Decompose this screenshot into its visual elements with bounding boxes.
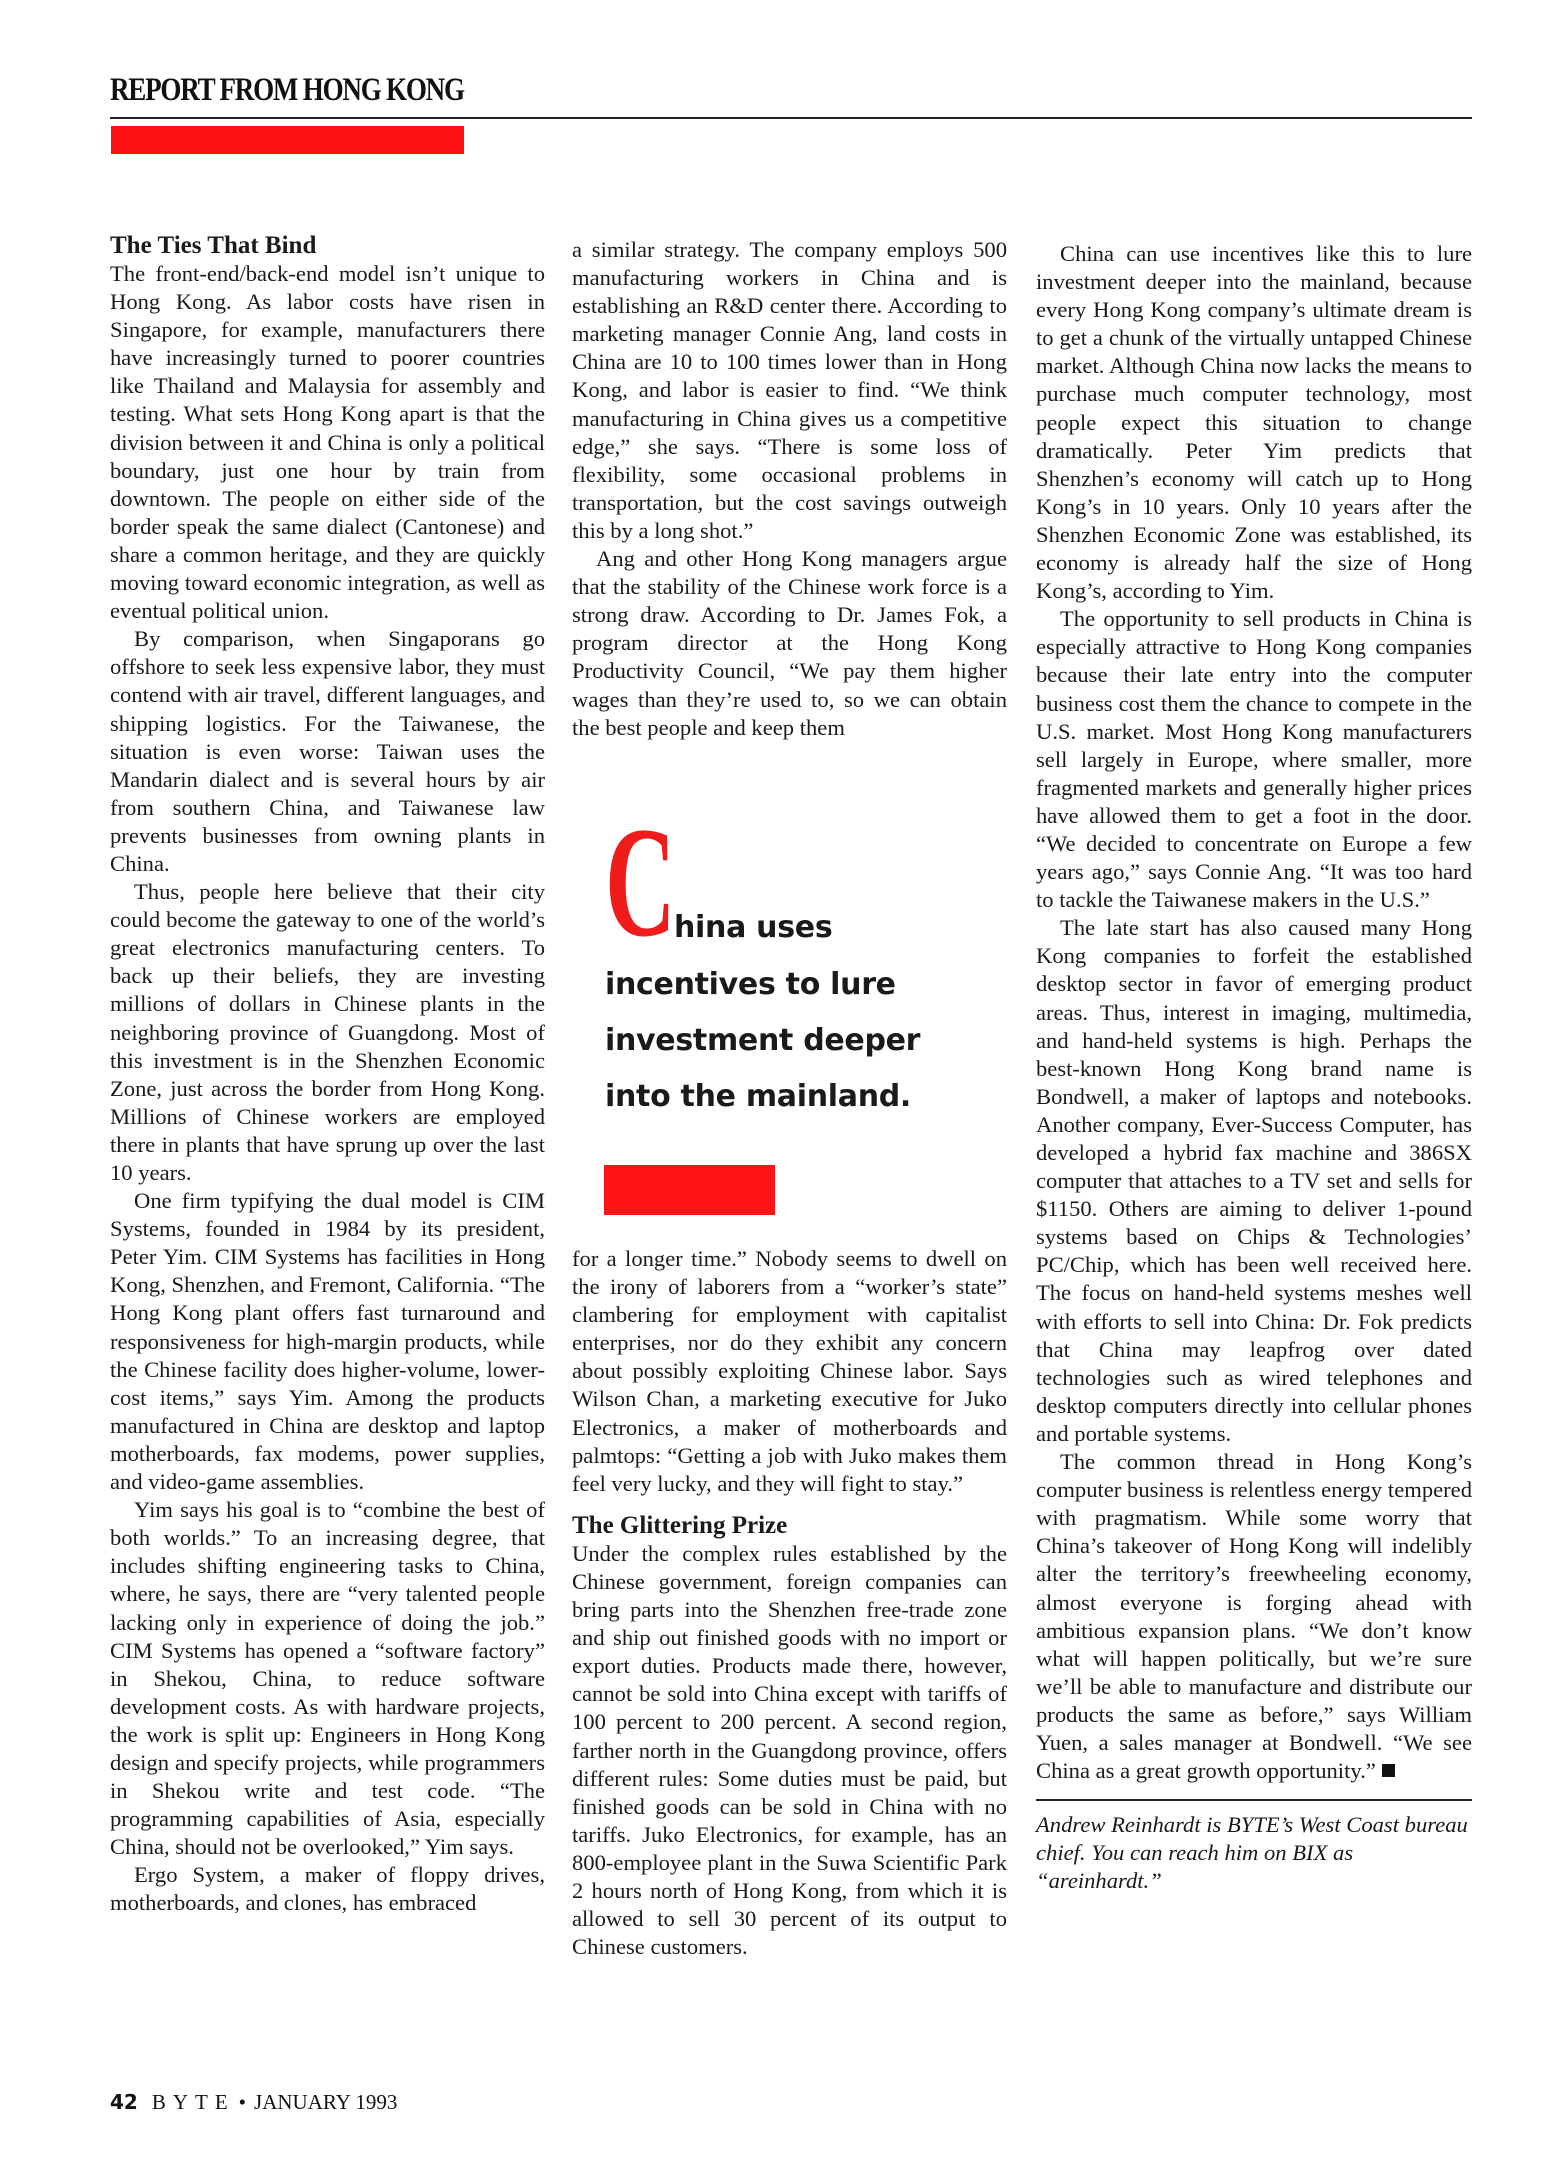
page-footer bbox=[110, 2090, 397, 2115]
paragraph: Ergo System, a maker of floppy drives, motherboards, and clones, has embraced bbox=[110, 1862, 545, 1916]
column-1 bbox=[110, 232, 545, 1918]
bio-divider bbox=[1036, 1799, 1472, 1801]
paragraph: Yim says his goal is to “combine the best of both worlds.” To an increasing degree, that includes shifting engineering tasks to China, where, he says, there are “very talented people lacking only in experience of doing the job.” CIM Systems has opened a “software factory” in Shekou, China, to reduce software development costs. As with hardware projects, the work is split up: Engineers in Hong Kong design and specify projects, while programmers in Shekou write and test code. “The programming capabilities of Asia, especially China, should not be overlooked,” Yim says. bbox=[110, 1497, 545, 1860]
pull-quote-line: incentives to lure bbox=[605, 967, 896, 1002]
magazine-name: BYTE bbox=[151, 2090, 235, 2114]
paragraph: The late start has also caused many Hong Kong companies to forfeit the established desktop sector in favor of emerging product areas. Thus, interest in imaging, multimedia, and hand-held systems is high. Perhaps the best-known Hong Kong brand name is Bondwell, a maker of laptops and notebooks. Another company, Ever-Success Computer, has developed a hybrid fax machine and 386SX computer that attaches to a TV set and sells for $1150. Others are aiming to deliver 1-pound systems based on Chips & Technologies’ PC/Chip, which has been well received here. The focus on hand-held systems meshes well with efforts to sell into China: Dr. Fok predicts that China may leapfrog over dated technologies such as wired telephones and desktop computers directly into cellular phones and portable systems. bbox=[1036, 915, 1472, 1446]
paragraph: Ang and other Hong Kong managers argue that the stability of the Chinese work force is a strong draw. According to Dr. James Fok, a program director at the Hong Kong Productivity Council, “We pay them higher wages than they’re used to, so we can obtain the best people and keep them bbox=[572, 546, 1007, 740]
paragraph: By comparison, when Singaporans go offshore to seek less expensive labor, they must contend with air travel, different languages, and shipping logistics. For the Taiwanese, the situation is even worse: Taiwan uses the Mandarin dialect and is several hours by air from southern China, and Taiwanese law prevents businesses from owning plants in China. bbox=[110, 626, 545, 876]
paragraph: China can use incentives like this to lure investment deeper into the mainland, because every Hong Kong company’s ultimate dream is to get a chunk of the virtually untapped Chinese market. Although China now lacks the means to purchase much computer technology, most people expect this situation to change dramatically. Peter Yim predicts that Shenzhen’s economy will catch up to Hong Kong’s in 10 years. Only 10 years after the Shenzhen Economic Zone was established, its economy is already half the size of Hong Kong’s, according to Yim. bbox=[1036, 241, 1472, 604]
end-of-article-square-icon bbox=[1382, 1764, 1395, 1777]
paragraph: The opportunity to sell products in China is especially attractive to Hong Kong companies because their late entry into the computer business cost them the chance to compete in the U.S. market. Most Hong Kong manufacturers sell largely in Europe, where smaller, more fragmented markets and generally higher prices have allowed them to get a foot in the door. “We decided to concentrate on Europe a few years ago,” says Connie Ang. “It was too hard to tackle the Taiwanese makers in the U.S.” bbox=[1036, 606, 1472, 913]
pull-quote-line: into the mainland. bbox=[605, 1079, 912, 1114]
pull-quote-line: investment deeper bbox=[605, 1023, 921, 1058]
pull-quote-line: hina uses bbox=[674, 910, 833, 945]
paragraph: for a longer time.” Nobody seems to dwell on the irony of laborers from a “worker’s state” clambering for employment with capitalist enterprises, nor do they exhibit any concern about possibly exploiting Chinese labor. Says Wilson Chan, a marketing executive for Juko Electronics, a maker of motherboards and palmtops: “Getting a job with Juko makes them feel very lucky, and they will fight to stay.” bbox=[572, 1246, 1007, 1496]
paragraph: a similar strategy. The company employs 500 manufacturing workers in China and is establishing an R&D center there. According to marketing manager Connie Ang, land costs in China are 10 to 100 times lower than in Hong Kong, and labor is easier to find. “We think manufacturing in China gives us a competitive edge,” she says. “There is some loss of flexibility, some occasional problems in transportation, but the cost savings outweigh this by a long shot.” bbox=[572, 237, 1007, 543]
paragraph: Under the complex rules established by the Chinese government, foreign companies can bring parts into the Shenzhen free-trade zone and ship out finished goods with no import or export duties. Products made there, however, cannot be sold into China except with tariffs of 100 percent to 200 percent. A second region, farther north in the Guangdong province, offers different rules: Some duties must be paid, but finished goods can be sold in China with no tariffs. Juko Electronics, for example, has an 800-employee plant in the Suwa Scientific Park 2 hours north of Hong Kong, from which it is allowed to sell 30 percent of its output to Chinese customers. bbox=[572, 1540, 1007, 1960]
page-number: 42 bbox=[110, 2090, 138, 2114]
pull-quote-drop-cap: C bbox=[605, 795, 676, 970]
paragraph: Thus, people here believe that their city could become the gateway to one of the world’s great electronics manufacturing centers. To back up their beliefs, they are investing millions of dollars in Chinese plants in the neighboring province of Guangdong. Most of this investment is in the Shenzhen Economic Zone, just across the border from Hong Kong. Millions of Chinese workers are employed there in plants that have sprung up over the last 10 years. bbox=[110, 879, 545, 1185]
pull-quote-accent-bar bbox=[604, 1165, 775, 1215]
section-title: REPORT FROM HONG KONG bbox=[110, 72, 464, 108]
subheading-glittering-prize: The Glittering Prize bbox=[572, 1511, 788, 1539]
author-bio: Andrew Reinhardt is BYTE’s West Coast bureau chief. You can reach him on BIX as “areinhardt.” bbox=[1036, 1812, 1468, 1894]
column-2-bottom bbox=[572, 1245, 1007, 1961]
paragraph-text: The common thread in Hong Kong’s computer business is relentless energy tempered with pragmatism. While some worry that China’s takeover of Hong Kong will indelibly alter the territory’s freewheeling economy, almost everyone is forging ahead with ambitious expansion plans. “We don’t know what will happen politically, but we’re sure we’ll be able to manufacture and distribute our products the same as before,” says William Yuen, a sales manager at Bondwell. “We see China as a great growth opportunity.” bbox=[1036, 1449, 1472, 1784]
column-2-top bbox=[572, 236, 1007, 742]
issue-date: JANUARY 1993 bbox=[254, 2090, 398, 2114]
paragraph: One firm typifying the dual model is CIM Systems, founded in 1984 by its president, Peter Yim. CIM Systems has facilities in Hong Kong, Shenzhen, and Fremont, California. “The Hong Kong plant offers fast turnaround and responsiveness for high-margin products, while the Chinese facility does higher-volume, lower-cost items,” says Yim. Among the products manufactured in China are desktop and laptop motherboards, fax modems, power supplies, and video-game assemblies. bbox=[110, 1188, 545, 1495]
paragraph: The front-end/back-end model isn’t unique to Hong Kong. As labor costs have risen in Singapore, for example, manufacturers there have increasingly turned to poorer countries like Thailand and Malaysia for assembly and testing. What sets Hong Kong apart is that the division between it and China is only a political boundary, just one hour by train from downtown. The people on either side of the border speak the same dialect (Cantonese) and share a common heritage, and they are quickly moving toward economic integration, as well as eventual political union. bbox=[110, 261, 545, 624]
footer-separator: • bbox=[238, 2090, 247, 2114]
header-accent-bar bbox=[111, 126, 464, 154]
column-3 bbox=[1036, 240, 1472, 1895]
subheading-ties-that-bind: The Ties That Bind bbox=[110, 232, 317, 259]
paragraph-final bbox=[1036, 1448, 1472, 1785]
header-rule bbox=[110, 117, 1472, 119]
